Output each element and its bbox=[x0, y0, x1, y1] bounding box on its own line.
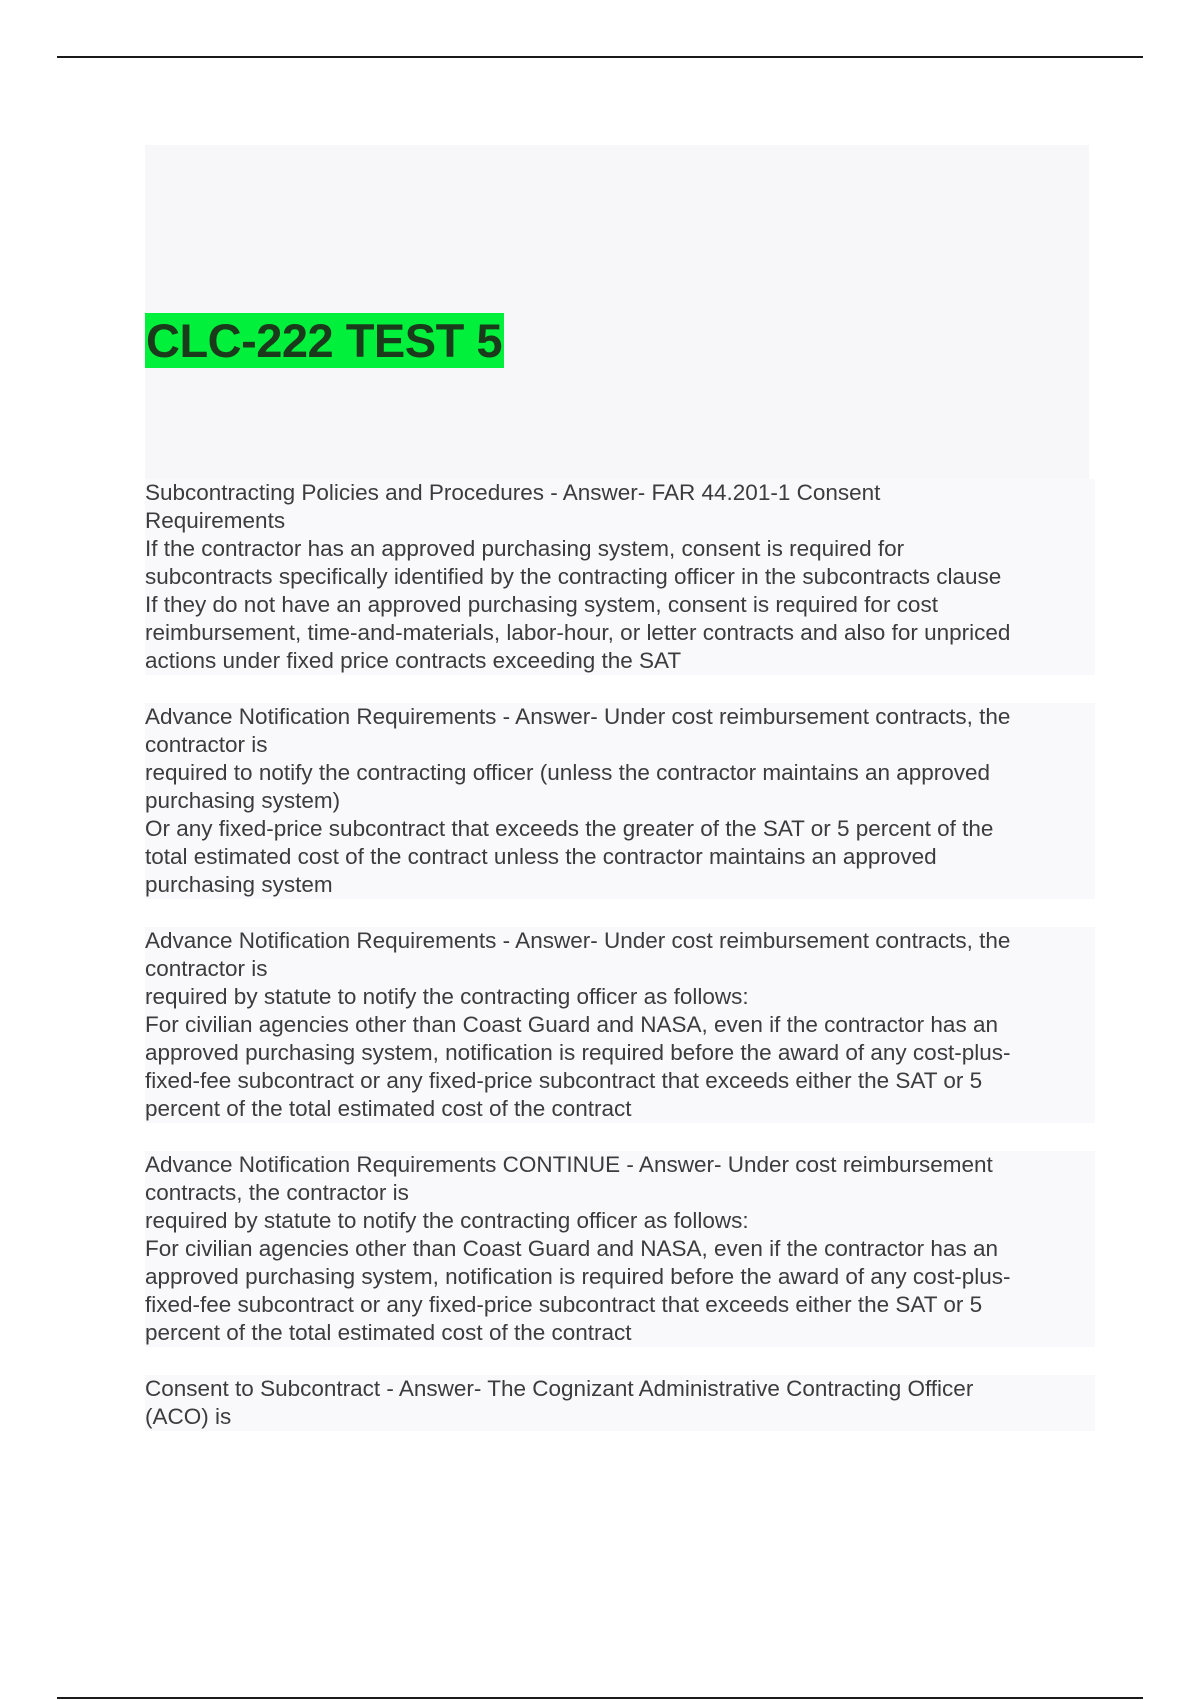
entry-line: (ACO) is bbox=[145, 1404, 232, 1429]
entry-line: required to notify the contracting officer (unless the contractor maintains an approved bbox=[145, 760, 991, 785]
entry-line: Subcontracting Policies and Procedures - Answer- FAR 44.201-1 Consent bbox=[145, 480, 881, 505]
entry-line: actions under fixed price contracts exceeding the SAT bbox=[145, 648, 682, 673]
entry-line: fixed-fee subcontract or any fixed-price subcontract that exceeds either the SAT or 5 bbox=[145, 1292, 983, 1317]
entry-line: percent of the total estimated cost of the contract bbox=[145, 1320, 632, 1345]
entry-line: Or any fixed-price subcontract that exceeds the greater of the SAT or 5 percent of the bbox=[145, 816, 994, 841]
entry-line: required by statute to notify the contracting officer as follows: bbox=[145, 1208, 749, 1233]
entry-line: percent of the total estimated cost of the contract bbox=[145, 1096, 632, 1121]
entry-line: contractor is bbox=[145, 956, 268, 981]
qa-entry-3 bbox=[145, 927, 1095, 1123]
qa-entry-1 bbox=[145, 479, 1095, 675]
entry-line: approved purchasing system, notification is required before the award of any cost-plus- bbox=[145, 1040, 1011, 1065]
entry-line: Consent to Subcontract - Answer- The Cognizant Administrative Contracting Officer bbox=[145, 1376, 974, 1401]
entry-line: contracts, the contractor is bbox=[145, 1180, 409, 1205]
entry-line: Advance Notification Requirements - Answer- Under cost reimbursement contracts, the bbox=[145, 704, 1011, 729]
entry-line: For civilian agencies other than Coast Guard and NASA, even if the contractor has an bbox=[145, 1012, 998, 1037]
entry-line: contractor is bbox=[145, 732, 268, 757]
document-body bbox=[145, 479, 1095, 1459]
entry-line: If they do not have an approved purchasing system, consent is required for cost bbox=[145, 592, 938, 617]
bottom-rule bbox=[57, 1697, 1143, 1699]
entry-line: For civilian agencies other than Coast Guard and NASA, even if the contractor has an bbox=[145, 1236, 998, 1261]
entry-line: Advance Notification Requirements CONTINUE - Answer- Under cost reimbursement bbox=[145, 1152, 993, 1177]
document-title: CLC-222 TEST 5 bbox=[146, 314, 503, 367]
entry-line: purchasing system bbox=[145, 872, 333, 897]
top-rule bbox=[57, 56, 1143, 58]
entry-line: Advance Notification Requirements - Answer- Under cost reimbursement contracts, the bbox=[145, 928, 1011, 953]
entry-line: required by statute to notify the contracting officer as follows: bbox=[145, 984, 749, 1009]
qa-entry-5 bbox=[145, 1375, 1095, 1431]
entry-line: reimbursement, time-and-materials, labor-hour, or letter contracts and also for unpriced bbox=[145, 620, 1011, 645]
entry-line: total estimated cost of the contract unless the contractor maintains an approved bbox=[145, 844, 937, 869]
entry-line: purchasing system) bbox=[145, 788, 341, 813]
entry-line: fixed-fee subcontract or any fixed-price subcontract that exceeds either the SAT or 5 bbox=[145, 1068, 983, 1093]
entry-line: subcontracts specifically identified by the contracting officer in the subcontracts clause bbox=[145, 564, 1002, 589]
qa-entry-2 bbox=[145, 703, 1095, 899]
entry-line: If the contractor has an approved purchasing system, consent is required for bbox=[145, 536, 905, 561]
entry-line: Requirements bbox=[145, 508, 286, 533]
entry-line: approved purchasing system, notification is required before the award of any cost-plus- bbox=[145, 1264, 1011, 1289]
qa-entry-4 bbox=[145, 1151, 1095, 1347]
